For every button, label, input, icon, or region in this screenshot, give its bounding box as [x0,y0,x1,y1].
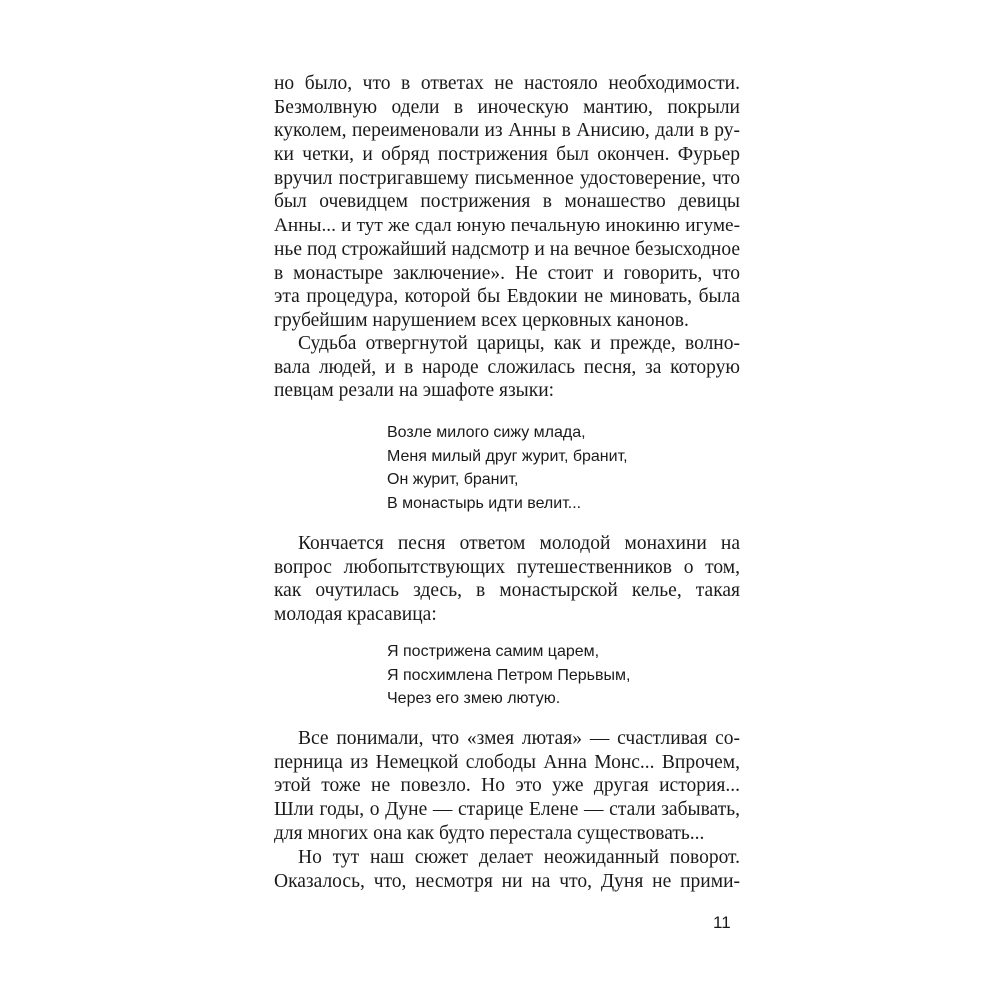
text-line: Шли годы, о Дуне — старице Елене — стали забывать, [274,799,740,821]
text-line: но было, что в ответах не настояло необходимости. [274,73,740,94]
page-number: 11 [713,913,731,932]
text-line: куколем, переименовали из Анны в Анисию, дали в ру- [274,120,740,142]
text-line: Безмолвную одели в иноческую мантию, покрыли [274,96,740,118]
paragraph-4 [274,727,740,845]
text-line: нье под строжайший надсмотр и на вечное безысходное [274,238,740,260]
text-line: вопрос любопытствующих путешественников о том, [274,556,740,578]
verse-line: Он журит, бранит, [387,471,519,489]
verse-1 [387,421,628,515]
text-line: в монастыре заключение». Не стоит и говорить, что [274,262,740,284]
text-line: вручил постригавшему письменное удостоверение, что [274,167,740,189]
verse-line: Через его змею лютую. [387,690,561,708]
text-line: как очутилась здесь, в монастырской келье, такая [274,580,740,602]
paragraph-3 [274,532,740,627]
text-line: Анны... и тут же сдал юную печальную инокиню игуме- [274,215,740,237]
text-line: перница из Немецкой слободы Анна Монс... Впрочем, [274,751,740,773]
verse-line: Я посхимлена Петром Перьвым, [387,666,631,684]
verse-line: Я пострижена самим царем, [387,643,600,660]
text-line: этой тоже не повезло. Но это уже другая история... [274,775,740,797]
verse-line: Меня милый друг журит, бранит, [387,447,628,465]
text-line: Оказалось, что, несмотря ни на что, Дуня не прими- [274,870,740,892]
text-line: Кончается песня ответом молодой монахини на [298,533,740,554]
verse-2 [387,640,630,711]
text-line: Но тут наш сюжет делает неожиданный поворот. [298,847,740,868]
text-line: Судьба отвергнутой царицы, как и прежде, волно- [298,333,740,354]
text-line: грубейшим нарушением всех церковных канонов. [274,309,689,331]
text-line: для многих она как будто перестала существовать... [274,822,705,844]
text-line: вала людей, и в народе сложилась песня, за которую [274,356,740,378]
text-line: певцам резали на эшафоте языки: [274,380,555,402]
text-line: Все понимали, что «змея лютая» — счастливая со- [298,728,740,749]
text-line: ки четки, и обряд пострижения был окончен. Фурьер [274,144,740,166]
paragraph-1 [274,72,740,333]
text-line: был очевидцем пострижения в монашество девицы [274,191,740,213]
paragraph-5 [274,846,740,893]
text-line: молодая красавица: [274,604,437,626]
paragraph-2 [274,332,740,403]
verse-line: В монастырь идти велит... [387,494,582,512]
text-line: эта процедура, которой бы Евдокии не миновать, была [274,286,740,308]
verse-line: Возле милого сижу млада, [387,424,586,441]
